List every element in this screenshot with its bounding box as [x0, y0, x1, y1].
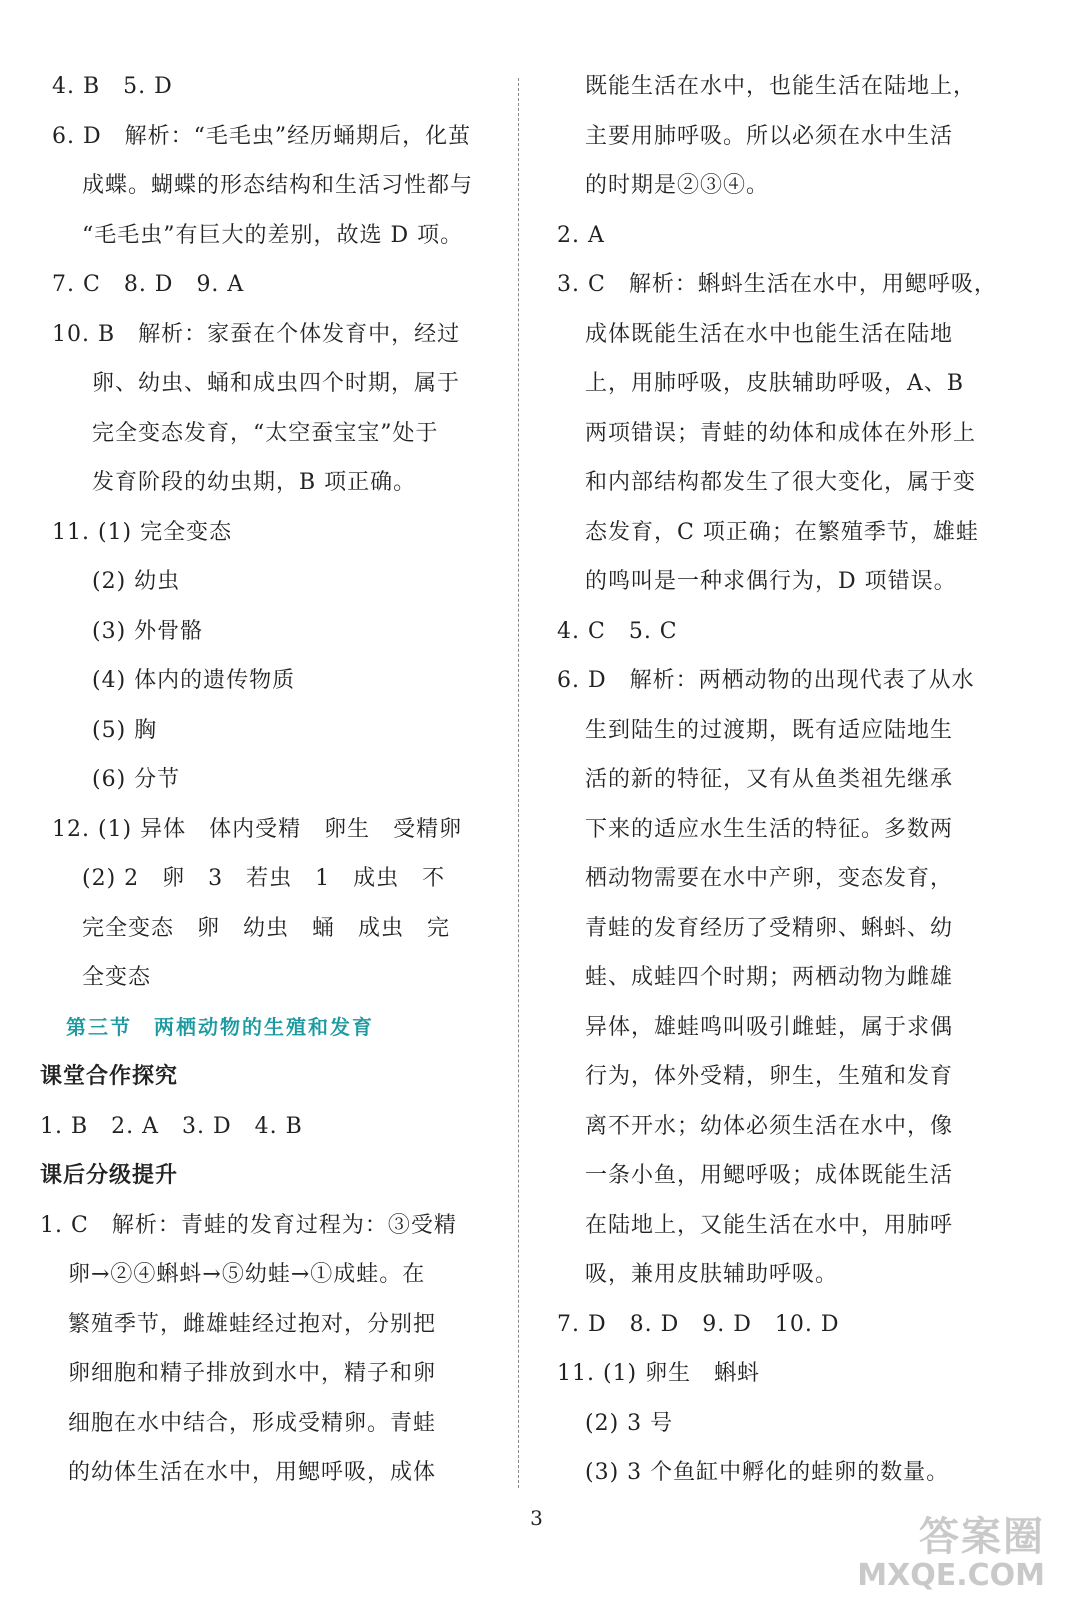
answer-line: 10. B 解析：家蚕在个体发育中，经过 — [52, 321, 461, 347]
answer-line: 6. D 解析：“毛毛虫”经历蛹期后，化茧 — [52, 123, 472, 149]
right-column — [545, 62, 1045, 1498]
answer-line: 栖动物需要在水中产卵，变态发育， — [585, 866, 954, 891]
answer-line: 生到陆生的过渡期，既有适应陆地生 — [585, 717, 954, 743]
answer-line: 的时期是②③④。 — [585, 173, 770, 198]
answer-line: (4) 体内的遗传物质 — [92, 668, 296, 693]
watermark — [857, 1515, 1045, 1592]
answer-line: 卵→②④蝌蚪→⑤幼蛙→①成蛙。在 — [68, 1262, 426, 1287]
answer-line: (6) 分节 — [92, 767, 181, 792]
answer-line: (5) 胸 — [92, 717, 158, 743]
answer-line: “毛毛虫”有巨大的差别，故选 D 项。 — [82, 222, 464, 248]
answer-line: 12. (1) 异体 体内受精 卵生 受精卵 — [52, 816, 463, 842]
answer-line: 青蛙的发育经历了受精卵、蝌蚪、幼 — [585, 915, 954, 941]
watermark-url: MXQE.COM — [857, 1558, 1045, 1593]
column-divider — [518, 78, 519, 1488]
answer-line: 6. D 解析：两栖动物的出现代表了从水 — [557, 668, 975, 693]
answer-line: 细胞在水中结合，形成受精卵。青蛙 — [68, 1410, 437, 1436]
answer-line: (3) 外骨骼 — [92, 618, 204, 644]
answer-line: 主要用肺呼吸。所以必须在水中生活 — [585, 123, 954, 149]
answer-line: 活的新的特征，又有从鱼类祖先继承 — [585, 767, 954, 792]
watermark-logo: 答案圈 — [919, 1514, 1045, 1560]
section-heading: 第三节 两栖动物的生殖和发育 — [66, 1014, 374, 1039]
answer-line: (2) 2 卵 3 若虫 1 成虫 不 — [82, 866, 446, 891]
answer-line: 1. C 解析：青蛙的发育过程为：③受精 — [40, 1212, 457, 1238]
answer-line: 2. A — [557, 222, 605, 248]
answer-line: 繁殖季节，雌雄蛙经过抱对，分别把 — [68, 1311, 437, 1337]
answer-line: 两项错误；青蛙的幼体和成体在外形上 — [585, 420, 977, 446]
answer-line: 7. C 8. D 9. A — [52, 272, 245, 297]
answer-line: 全变态 — [82, 965, 152, 990]
answer-line: 发育阶段的幼虫期，B 项正确。 — [92, 470, 417, 495]
subheading-after-class: 课后分级提升 — [40, 1162, 179, 1188]
answer-line: 离不开水；幼体必须生活在水中，像 — [585, 1113, 954, 1139]
answer-line: 在陆地上，又能生活在水中，用肺呼 — [585, 1212, 954, 1238]
answer-line: 蛙、成蛙四个时期；两栖动物为雌雄 — [585, 965, 954, 990]
answer-line: 7. D 8. D 9. D 10. D — [557, 1311, 840, 1337]
answer-line: 完全变态 卵 幼虫 蛹 成虫 完 — [82, 915, 451, 941]
answer-line: 完全变态发育，“太空蚕宝宝”处于 — [92, 420, 439, 446]
answer-line: 4. B 5. D — [52, 74, 173, 99]
answer-line: 态发育，C 项正确；在繁殖季节，雄蛙 — [585, 519, 979, 545]
answer-line: 的幼体生活在水中，用鳃呼吸，成体 — [68, 1460, 437, 1485]
answer-line: 卵细胞和精子排放到水中，精子和卵 — [68, 1361, 437, 1386]
left-column — [40, 62, 510, 1498]
answer-line: (2) 3 号 — [585, 1410, 674, 1436]
answer-line: (3) 3 个鱼缸中孵化的蛙卵的数量。 — [585, 1460, 950, 1485]
answer-line: 11. (1) 完全变态 — [52, 519, 233, 545]
answer-line: 1. B 2. A 3. D 4. B — [40, 1113, 303, 1139]
answer-line: 成体既能生活在水中也能生活在陆地 — [585, 321, 954, 347]
answer-line: 3. C 解析：蝌蚪生活在水中，用鳃呼吸， — [557, 272, 997, 297]
page-number: 3 — [530, 1506, 543, 1530]
answer-line: 成蝶。蝴蝶的形态结构和生活习性都与 — [82, 173, 474, 198]
answer-line: 和内部结构都发生了很大变化，属于变 — [585, 470, 977, 495]
answer-line: 的鸣叫是一种求偶行为，D 项错误。 — [585, 569, 957, 594]
answer-line: 异体，雄蛙鸣叫吸引雌蛙，属于求偶 — [585, 1014, 954, 1040]
subheading-classroom: 课堂合作探究 — [40, 1063, 179, 1089]
answer-line: 一条小鱼，用鳃呼吸；成体既能生活 — [585, 1163, 954, 1188]
answer-line: 卵、幼虫、蛹和成虫四个时期，属于 — [92, 371, 461, 396]
answer-line: 4. C 5. C — [557, 618, 678, 644]
answer-line: 吸，兼用皮肤辅助呼吸。 — [585, 1262, 839, 1287]
answer-line: 下来的适应水生生活的特征。多数两 — [585, 816, 954, 842]
answer-line: 行为，体外受精，卵生，生殖和发育 — [585, 1064, 954, 1089]
answer-line: (2) 幼虫 — [92, 569, 181, 594]
answer-line: 既能生活在水中，也能生活在陆地上， — [585, 74, 977, 99]
answer-line: 11. (1) 卵生 蝌蚪 — [557, 1361, 761, 1386]
answer-line: 上，用肺呼吸，皮肤辅助呼吸，A、B — [585, 371, 965, 396]
